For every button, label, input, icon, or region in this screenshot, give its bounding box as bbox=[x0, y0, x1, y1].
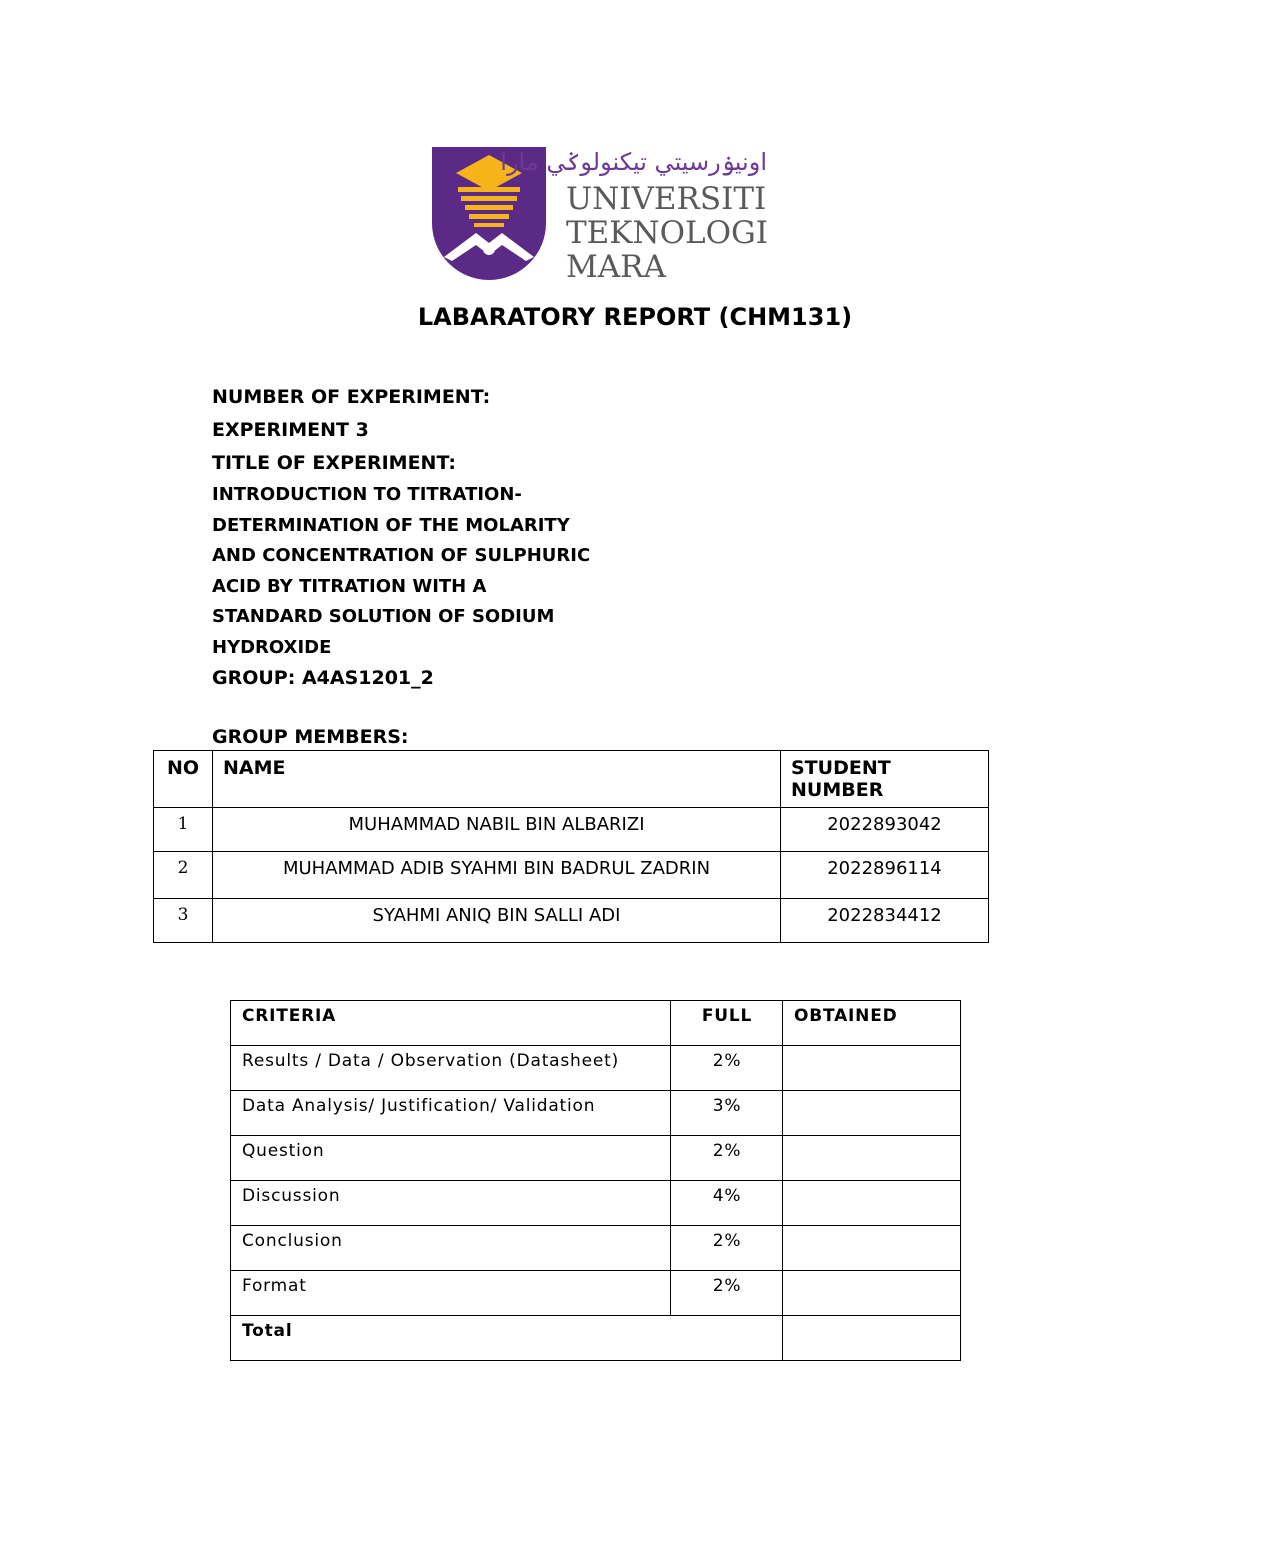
member-student-number: 2022893042 bbox=[781, 808, 989, 852]
member-student-number: 2022896114 bbox=[781, 852, 989, 899]
criteria-obtained[interactable] bbox=[783, 1226, 961, 1271]
total-obtained[interactable] bbox=[783, 1316, 961, 1361]
header-student-number: STUDENT NUMBER bbox=[781, 751, 989, 808]
criteria-name: Data Analysis/ Justification/ Validation bbox=[231, 1091, 671, 1136]
jawi-wordmark: اونيۏرسيتي تيکنولوݢي مارا bbox=[500, 148, 767, 176]
experiment-title bbox=[212, 480, 590, 663]
table-row bbox=[231, 1226, 961, 1271]
experiment-title-line: HYDROXIDE bbox=[212, 636, 332, 658]
criteria-name: Discussion bbox=[231, 1181, 671, 1226]
table-row bbox=[231, 1271, 961, 1316]
experiment-title-line: DETERMINATION OF THE MOLARITY bbox=[212, 514, 570, 536]
criteria-header-row bbox=[231, 1001, 961, 1046]
criteria-name: Results / Data / Observation (Datasheet) bbox=[231, 1046, 671, 1091]
header-obtained: OBTAINED bbox=[783, 1001, 961, 1046]
criteria-full: 4% bbox=[671, 1181, 783, 1226]
criteria-full: 2% bbox=[671, 1271, 783, 1316]
members-table bbox=[153, 750, 989, 943]
member-name: MUHAMMAD ADIB SYAHMI BIN BADRUL ZADRIN bbox=[213, 852, 781, 899]
criteria-obtained[interactable] bbox=[783, 1046, 961, 1091]
table-row bbox=[231, 1136, 961, 1181]
criteria-name: Format bbox=[231, 1271, 671, 1316]
member-student-number: 2022834412 bbox=[781, 899, 989, 943]
header-full: FULL bbox=[671, 1001, 783, 1046]
criteria-full: 3% bbox=[671, 1091, 783, 1136]
university-line-2: TEKNOLOGI bbox=[566, 215, 769, 251]
criteria-obtained[interactable] bbox=[783, 1181, 961, 1226]
experiment-title-line: STANDARD SOLUTION OF SODIUM bbox=[212, 606, 555, 627]
experiment-title-line: INTRODUCTION TO TITRATION- bbox=[212, 484, 522, 505]
criteria-full: 2% bbox=[671, 1136, 783, 1181]
group-code: GROUP: A4AS1201_2 bbox=[212, 667, 434, 689]
criteria-obtained[interactable] bbox=[783, 1271, 961, 1316]
member-name: SYAHMI ANIQ BIN SALLI ADI bbox=[213, 899, 781, 943]
member-no: 1 bbox=[154, 808, 213, 852]
criteria-name: Question bbox=[231, 1136, 671, 1181]
members-header-row bbox=[154, 751, 989, 808]
experiment-title-line: AND CONCENTRATION OF SULPHURIC bbox=[212, 545, 591, 566]
experiment-number-label: NUMBER OF EXPERIMENT: bbox=[212, 386, 491, 408]
criteria-name: Conclusion bbox=[231, 1226, 671, 1271]
university-line-1: UNIVERSITI bbox=[566, 181, 767, 217]
criteria-obtained[interactable] bbox=[783, 1136, 961, 1181]
table-row bbox=[231, 1181, 961, 1226]
jawi-wordmark-icon bbox=[500, 140, 772, 180]
total-label: Total bbox=[231, 1316, 783, 1361]
member-name: MUHAMMAD NABIL BIN ALBARIZI bbox=[213, 808, 781, 852]
experiment-number-value: EXPERIMENT 3 bbox=[212, 419, 369, 441]
criteria-full: 2% bbox=[671, 1046, 783, 1091]
header-criteria: CRITERIA bbox=[231, 1001, 671, 1046]
table-row bbox=[154, 808, 989, 852]
experiment-title-line: ACID BY TITRATION WITH A bbox=[212, 575, 487, 597]
criteria-obtained[interactable] bbox=[783, 1091, 961, 1136]
table-row bbox=[154, 852, 989, 899]
table-row bbox=[231, 1046, 961, 1091]
group-members-label: GROUP MEMBERS: bbox=[212, 726, 409, 748]
table-row bbox=[231, 1091, 961, 1136]
university-line-3: MARA bbox=[566, 249, 666, 285]
experiment-title-label: TITLE OF EXPERIMENT: bbox=[212, 452, 456, 474]
table-row bbox=[154, 899, 989, 943]
total-row bbox=[231, 1316, 961, 1361]
criteria-full: 2% bbox=[671, 1226, 783, 1271]
header-name: NAME bbox=[213, 751, 781, 808]
member-no: 2 bbox=[154, 852, 213, 899]
criteria-table bbox=[230, 1000, 961, 1361]
report-title: LABARATORY REPORT (CHM131) bbox=[417, 303, 853, 331]
uitm-logo bbox=[430, 140, 775, 285]
member-no: 3 bbox=[154, 899, 213, 943]
header-no: NO bbox=[154, 751, 213, 808]
